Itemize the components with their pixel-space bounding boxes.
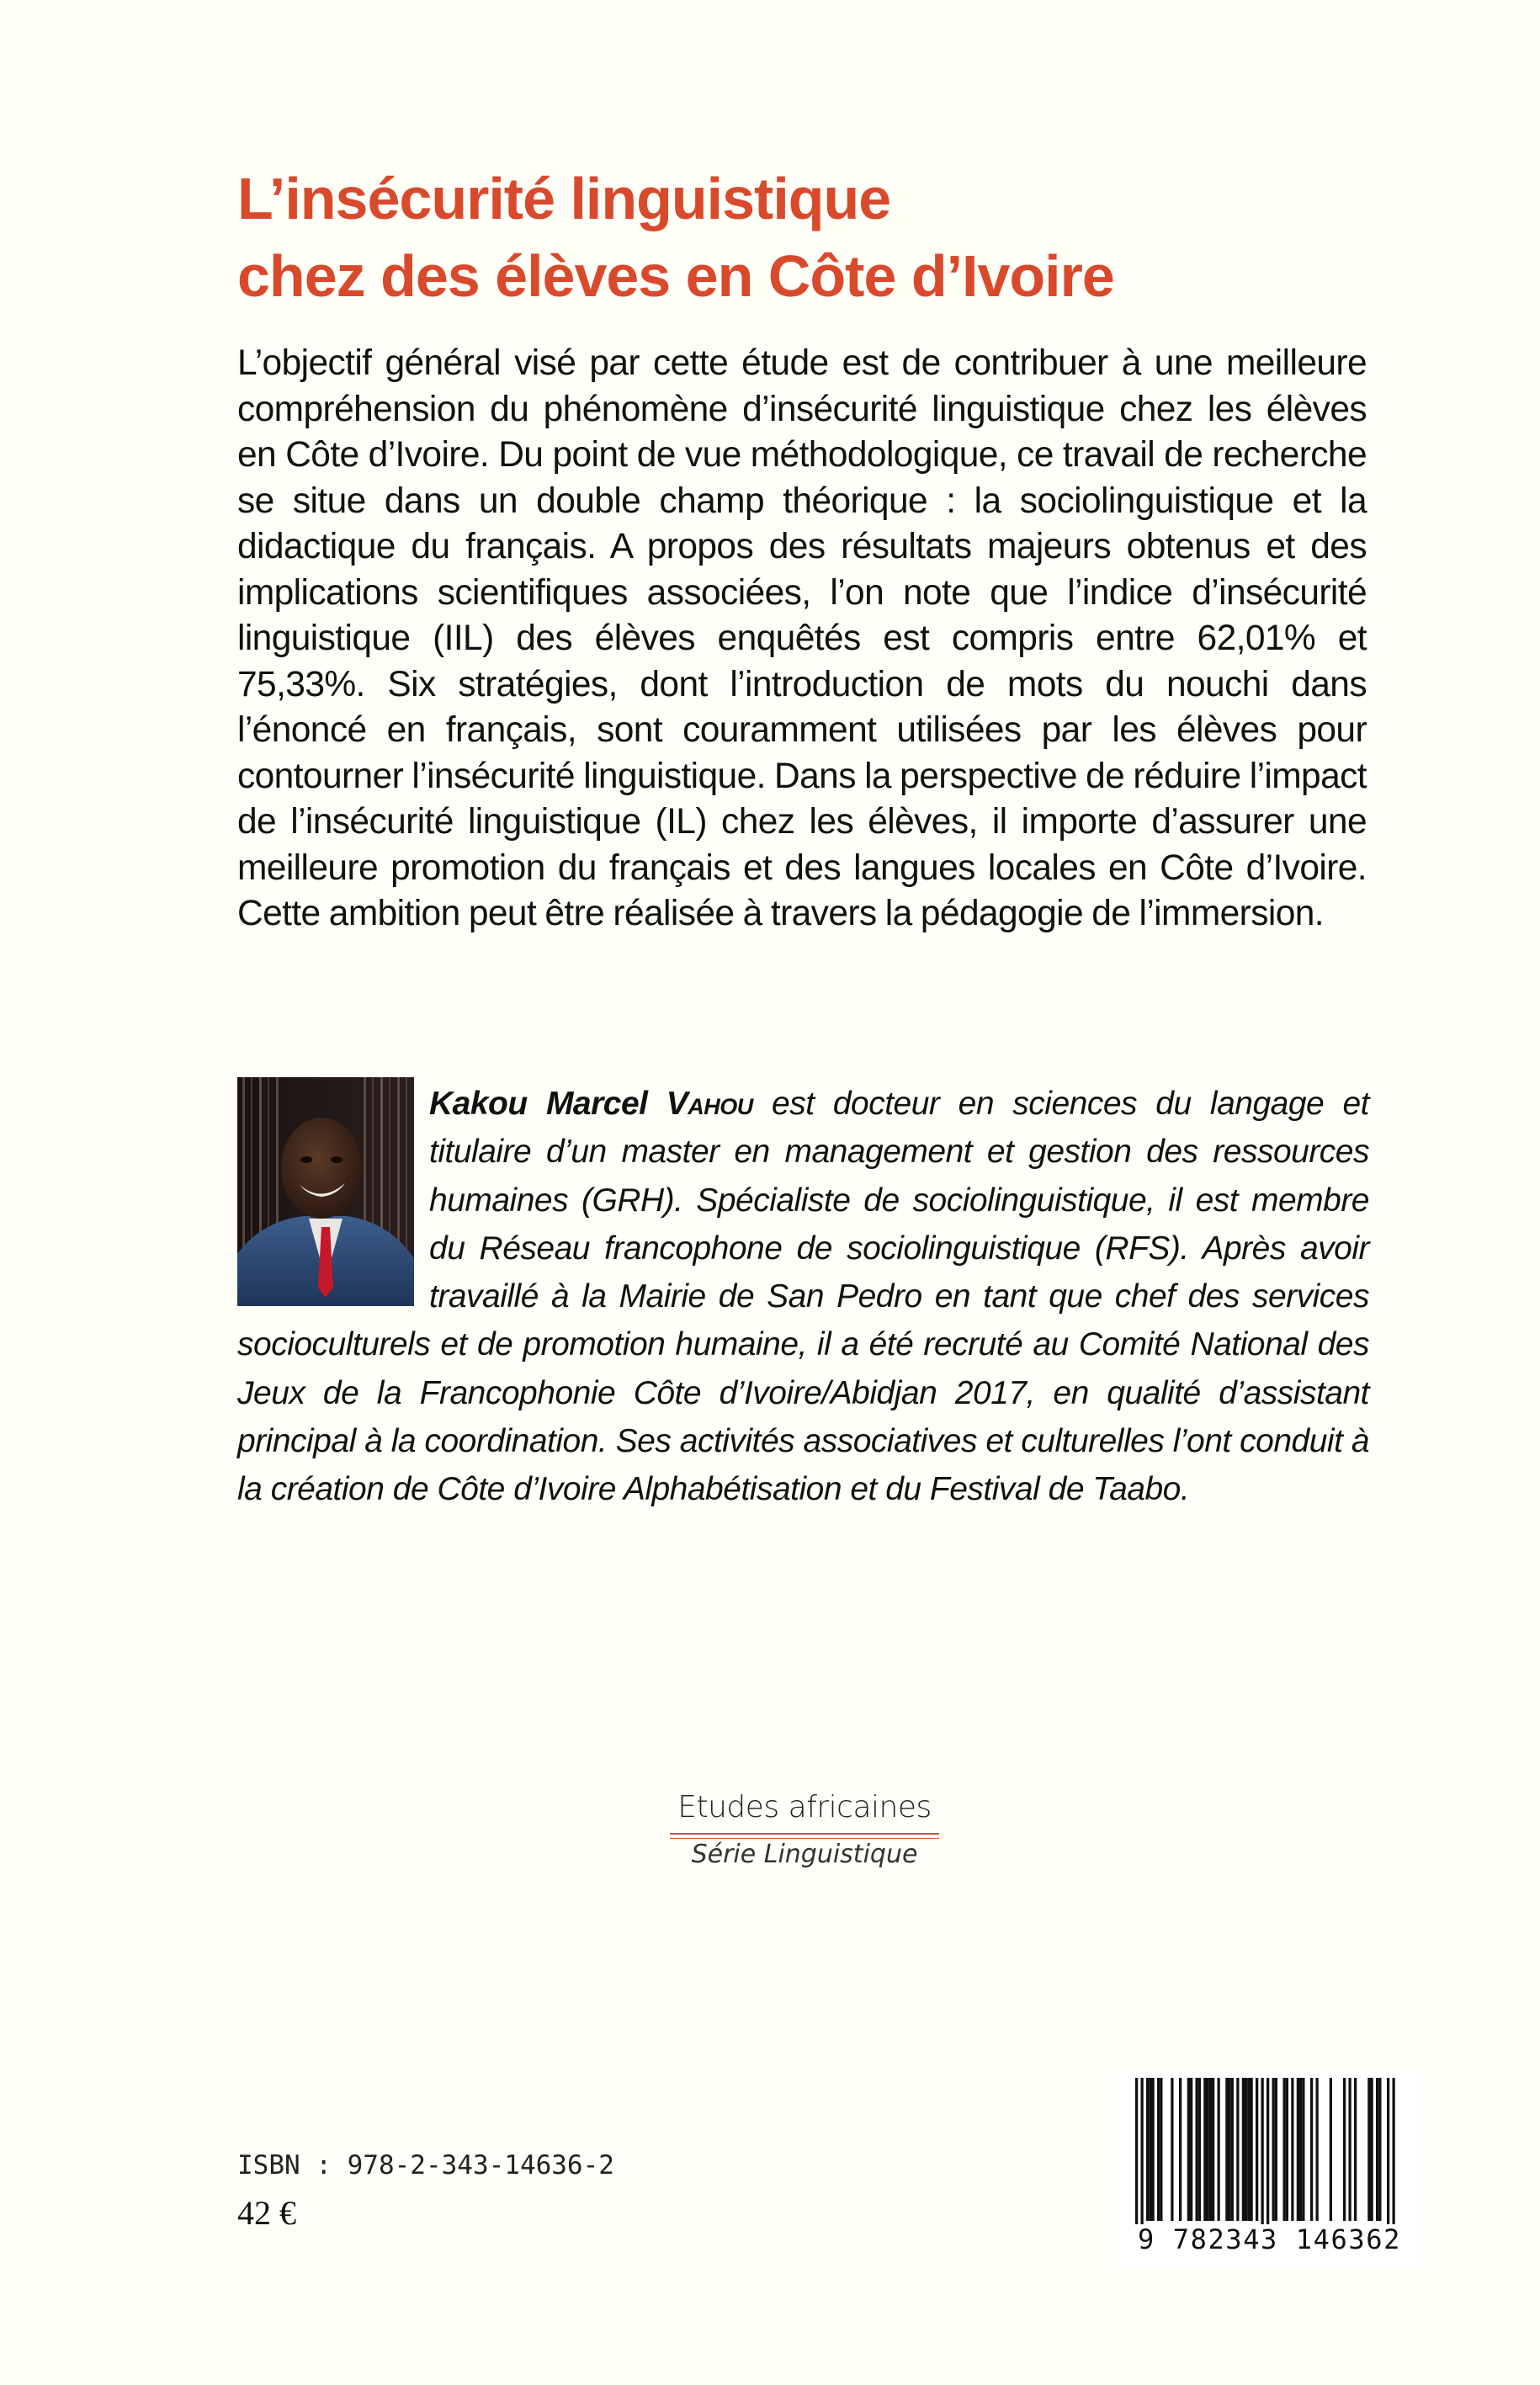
barcode-bar — [1212, 2078, 1214, 2221]
barcode-bar — [1299, 2078, 1302, 2221]
series-logo — [670, 1789, 939, 1870]
author-bio — [237, 1080, 1369, 1514]
barcode-digits: 9 782343 146362 — [1117, 2224, 1422, 2255]
isbn: ISBN : 978-2-343-14636-2 — [237, 2150, 614, 2180]
barcode-bar — [1291, 2078, 1293, 2221]
barcode-bar — [1207, 2078, 1209, 2221]
book-title-line-2: chez des élèves en Côte d’Ivoire — [237, 243, 1114, 309]
barcode-bar — [1152, 2078, 1155, 2221]
barcode-bar — [1367, 2078, 1370, 2221]
barcode-bar — [1267, 2078, 1269, 2238]
barcode-bar — [1371, 2078, 1373, 2221]
price: 42 € — [237, 2194, 296, 2232]
barcode-bar — [1297, 2078, 1299, 2221]
author-given-names: Kakou Marcel — [429, 1086, 648, 1122]
barcode-bar — [1387, 2078, 1389, 2238]
series-rule-top — [670, 1833, 939, 1835]
barcode-bar — [1330, 2078, 1332, 2221]
barcode-bar — [1146, 2078, 1149, 2221]
barcode-bar — [1157, 2078, 1160, 2221]
barcode-bar — [1160, 2078, 1162, 2221]
barcode-bar — [1179, 2078, 1182, 2221]
barcode-bar — [1302, 2078, 1304, 2221]
barcode-bar — [1203, 2078, 1206, 2221]
barcode-bar — [1242, 2078, 1245, 2221]
barcode-bar — [1251, 2078, 1253, 2221]
barcode-bar — [1286, 2078, 1288, 2221]
barcode-bar — [1190, 2078, 1192, 2221]
barcode-bar — [1231, 2078, 1234, 2221]
author-photo-spacer — [237, 1080, 429, 1309]
barcode-bar — [1229, 2078, 1231, 2221]
barcode-bar — [1141, 2078, 1144, 2238]
barcode-bar — [1272, 2078, 1275, 2221]
barcode-bar — [1225, 2078, 1228, 2221]
book-abstract: L’objectif général visé par cette étude est de contribuer à une meilleure compréhension du phénomène d’insécurité linguistique chez les élèves en Côte d’Ivoire. Du point de vue méthodologique, ce travail de recherche se situe dans un double champ théorique : la sociolinguistique et la didactique du français. A propos des résultats majeurs obtenus et des implications scientifiques associées, l’on note que l’indice d’insécurité linguistique (IIL) des élèves enquêtés est compris entre 62,01% et 75,33%. Six stratégies, dont l’introduction de mots du nouchi dans l’énoncé en français, sont couramment utilisées par les élèves pour contourner l’insécurité linguistique. Dans la perspective de réduire l’impact de l’insécurité linguistique (IL) chez les élèves, il importe d’assurer une meilleure promotion du français et des langues locales en Côte d’Ivoire. Cette ambition peut être réalisée à travers la pédagogie de l’immersion. — [237, 343, 1367, 933]
barcode-bar — [1245, 2078, 1247, 2221]
author-bio-text: est docteur en sciences du langage et titulaire d’un master en management et gestion des ressources humaines (GRH). Spécialiste de sociolinguistique, il est membre du Réseau francophone de sociolinguistique (RFS). Après avoir travaillé à la Mairie de San Pedro en tant que chef des services socioculturels et de promotion humaine, il a été recruté au Comité National des Jeux de la Francophonie Côte d’Ivoire/Abidjan 2017, en qualité d’assistant principal à la coordination. Ses activités associatives et culturelles l’ont conduit à la création de Côte d’Ivoire Alphabétisation et du Festival de Taabo. — [237, 1086, 1369, 1508]
barcode-bar — [1236, 2078, 1239, 2221]
barcode-bar — [1218, 2078, 1220, 2221]
barcode-bar — [1256, 2078, 1258, 2221]
barcode-bar — [1209, 2078, 1212, 2221]
book-title-line-1: L’insécurité linguistique — [237, 166, 891, 231]
barcode-bar — [1354, 2078, 1357, 2221]
barcode-bar — [1275, 2078, 1277, 2221]
barcode-bar — [1310, 2078, 1313, 2221]
barcode-bar — [1149, 2078, 1151, 2221]
series-rule-bottom — [670, 1838, 939, 1839]
barcode-bar — [1171, 2078, 1173, 2221]
barcode-bar — [1261, 2078, 1264, 2238]
barcode — [1117, 2073, 1422, 2268]
barcode-bar — [1343, 2078, 1346, 2221]
book-title — [237, 160, 1415, 315]
barcode-bar — [1378, 2078, 1381, 2221]
author-surname: Vahou — [666, 1086, 753, 1122]
barcode-bar — [1393, 2078, 1395, 2238]
barcode-bar — [1283, 2078, 1286, 2221]
barcode-bar — [1316, 2078, 1319, 2221]
barcode-bar — [1349, 2078, 1351, 2221]
series-name: Etudes africaines — [677, 1790, 932, 1825]
barcode-bar — [1196, 2078, 1198, 2221]
barcode-bar — [1247, 2078, 1250, 2221]
barcode-bar — [1187, 2078, 1190, 2221]
barcode-bar — [1376, 2078, 1378, 2221]
series-subseries: Série Linguistique — [691, 1840, 918, 1869]
barcode-bar — [1198, 2078, 1201, 2221]
barcode-bar — [1135, 2078, 1138, 2238]
